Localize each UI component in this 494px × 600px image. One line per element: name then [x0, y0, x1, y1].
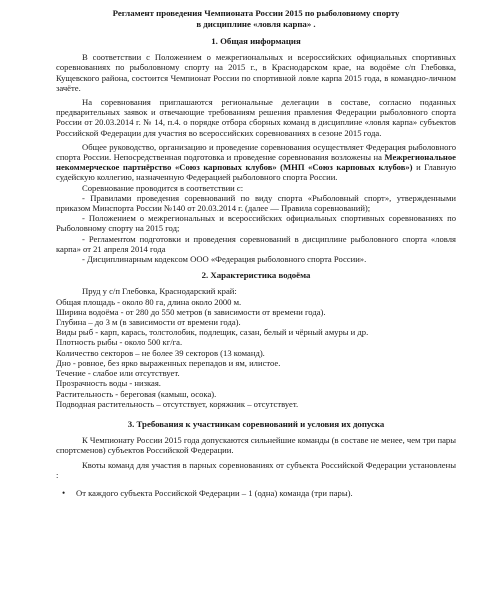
section1-paragraph-3-text-b: и Главную судейскую коллегию, назначенную Федерацией рыболовного спорта России. [56, 162, 456, 183]
section2-line: Общая площадь - около 80 га, длина около 2000 м. [56, 296, 242, 307]
section2-heading: 2. Характеристика водоёма [201, 270, 311, 281]
section2-line: Дно - ровное, без ярко выраженных перепадов и ям, илистое. [56, 357, 281, 368]
document-title-line1: Регламент проведения Чемпионата России 2015 по рыболовному спорту [112, 8, 400, 18]
section2-line: Ширина водоёма - от 280 до 550 метров (в зависимости от времени года). [56, 306, 326, 317]
section2-lines [56, 286, 456, 408]
section2-line: Глубина – до 3 м (в зависимости от времени года). [56, 317, 241, 328]
section2-line: Виды рыб - карп, карась, толстолобик, подлещик, сазан, белый и чёрный амуры и др. [56, 327, 369, 338]
bullet-icon: • [62, 487, 66, 498]
section1-reglament-item: - Регламентом подготовки и проведения соревнований в дисциплине рыболовного спорта «ловля карпа» от 21 апреля 2014 года [56, 233, 456, 254]
section3-paragraph-1: К Чемпионату России 2015 года допускаются сильнейшие команды (в составе не менее, чем три пары спортсменов) субъектов Российской Федерации. [56, 435, 456, 456]
section1-organizer-name: Межрегиональное некоммерческое партнёрство «Союз карповых клубов» (МНП «Союз карповых клубов») [56, 152, 456, 173]
document-title-line2: в дисциплине «ловля карпа» . [196, 19, 316, 29]
section2-line: Количество секторов – не более 39 секторов (13 команд). [56, 347, 265, 358]
section2-line: Течение - слабое или отсутствует. [56, 368, 180, 379]
section3-paragraph-2: Квоты команд для участия в парных соревнованиях от субъекта Российской Федерации установлены : [56, 459, 456, 480]
section1-paragraph-2: На соревнования приглашаются региональные делегации в составе, согласно поданных предварительных заявок и отвечающие требованиям решения правления Федерации рыболовного спорта России от 20.03.2014 г. № 14, п.4. о порядке отбора сборных команд в дисциплине «ловля карпа» субъектов Российской Федерации для участия во всероссийских соревнованиях в сезоне 2015 года. [56, 97, 456, 138]
section3-bullet-item [56, 488, 456, 498]
section1-regulation-item: - Положением о межрегиональных и всероссийских официальных спортивных соревнованиях по Рыболовному спорту на 2015 год; [56, 213, 456, 234]
section2-line: Растительность - береговая (камыш, осока). [56, 388, 217, 399]
section2-line: Плотность рыбы - около 500 кг/га. [56, 337, 183, 348]
section1-paragraph-1: В соответствии с Положением о межрегиональных и всероссийских официальных спортивных соревнованиях по рыболовному спорту на 2015 г., в Краснодарском крае, на водоёме с/п Глебовка, Кущевского района, состоится Чемпионат России по спортивной ловле карпа 2015 года, в командно-личном зачёте. [56, 52, 456, 93]
section1-heading: 1. Общая информация [211, 36, 301, 46]
section2-line: Пруд у с/п Глебовка, Краснодарский край: [82, 286, 237, 297]
section2-line: Прозрачность воды - низкая. [56, 378, 161, 389]
section1-paragraph-3-text-a: Общее руководство, организацию и проведение соревнования осуществляет Федерация рыболовного спорта России. Непосредственная подготовка и проведение соревнования возложены на [56, 141, 456, 163]
section1-paragraph-4: Соревнование проводится в соответствии с: [82, 182, 244, 193]
section2-line: Подводная растительность – отсутствует, коряжник – отсутствует. [56, 398, 299, 409]
section1-rules-item: - Правилами проведения соревнований по виду спорта «Рыболовный спорт», утвержденными приказом Минспорта России №140 от 20.03.2014 г. (далее — Правила соревнований); [56, 192, 456, 214]
section3-bullet-text: От каждого субъекта Российской Федерации – 1 (одна) команда (три пары). [76, 487, 353, 498]
section3-heading: 3. Требования к участникам соревнований и условия их допуска [127, 418, 385, 429]
section1-paragraph-3 [56, 142, 456, 183]
section1-disciplinary-item: - Дисциплинарным кодексом ООО «Федерация рыболовного спорта России». [82, 254, 367, 265]
